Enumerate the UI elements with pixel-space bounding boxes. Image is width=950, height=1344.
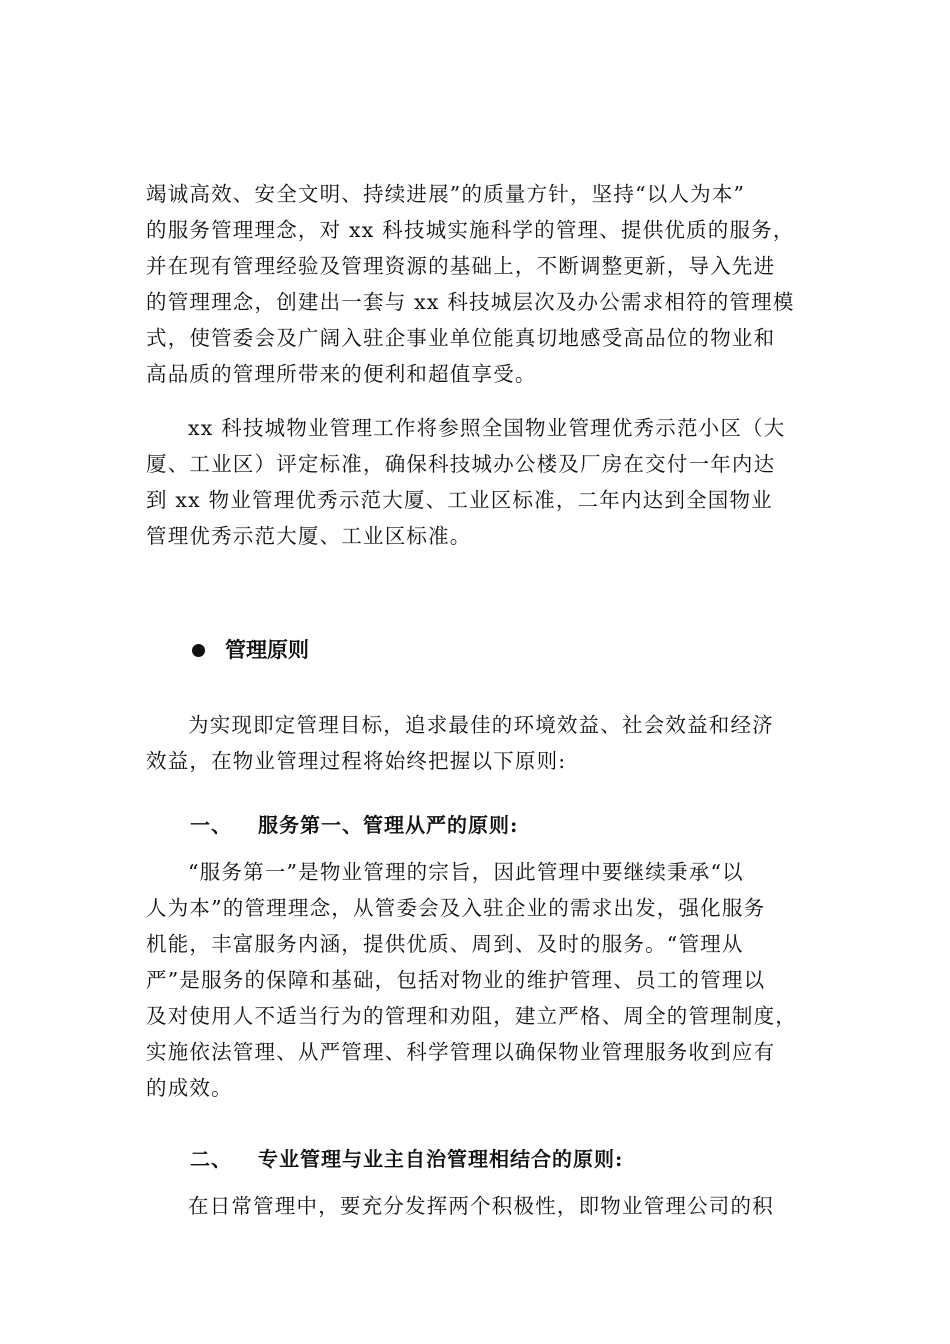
text-line: 的服务管理理念，对 xx 科技城实施科学的管理、提供优质的服务， bbox=[146, 218, 795, 242]
text-line: 高品质的管理所带来的便利和超值享受。 bbox=[146, 362, 537, 386]
text-line: 严”是服务的保障和基础，包括对物业的维护管理、员工的管理以 bbox=[146, 968, 766, 992]
paragraph-principles-intro bbox=[146, 707, 806, 779]
principle-number: 一、 bbox=[190, 813, 232, 837]
bullet-icon bbox=[192, 644, 205, 657]
text-line: 并在现有管理经验及管理资源的基础上，不断调整更新，导入先进 bbox=[146, 254, 776, 278]
text-line: 为实现即定管理目标，追求最佳的环境效益、社会效益和经济 bbox=[188, 713, 774, 737]
text-line: 到 xx 物业管理优秀示范大厦、工业区标准，二年内达到全国物业 bbox=[146, 488, 773, 512]
principle-title: 服务第一、管理从严的原则: bbox=[258, 813, 519, 837]
text-line: 厦、工业区）评定标准，确保科技城办公楼及厂房在交付一年内达 bbox=[146, 452, 776, 476]
text-line: 竭诚高效、安全文明、持续进展”的质量方针，坚持“以人为本” bbox=[146, 182, 746, 206]
text-line: 机能，丰富服务内涵，提供优质、周到、及时的服务。“管理从 bbox=[146, 932, 744, 956]
text-line: 的管理理念，创建出一套与 xx 科技城层次及办公需求相符的管理模 bbox=[146, 290, 795, 314]
principle-number: 二、 bbox=[190, 1147, 232, 1171]
paragraph-service-first bbox=[146, 854, 806, 1106]
paragraph-daily-management bbox=[146, 1188, 806, 1224]
paragraph-management-standard bbox=[146, 410, 806, 554]
principle-heading-2 bbox=[190, 1141, 623, 1177]
text-line: 的成效。 bbox=[146, 1076, 233, 1100]
text-line: 管理优秀示范大厦、工业区标准。 bbox=[146, 524, 472, 548]
text-line: 在日常管理中，要充分发挥两个积极性，即物业管理公司的积 bbox=[188, 1194, 774, 1218]
principle-title: 专业管理与业主自治管理相结合的原则: bbox=[258, 1147, 624, 1171]
text-line: 实施依法管理、从严管理、科学管理以确保物业管理服务收到应有 bbox=[146, 1040, 776, 1064]
section-title: 管理原则 bbox=[225, 638, 309, 662]
text-line: 及对使用人不适当行为的管理和劝阻，建立严格、周全的管理制度， bbox=[146, 1004, 797, 1028]
text-line: 式，使管委会及广阔入驻企事业单位能真切地感受高品位的物业和 bbox=[146, 326, 776, 350]
section-heading bbox=[192, 632, 309, 668]
text-line: “服务第一”是物业管理的宗旨，因此管理中要继续秉承“以 bbox=[188, 860, 744, 884]
paragraph-quality-policy bbox=[146, 176, 806, 392]
text-line: 效益，在物业管理过程将始终把握以下原则: bbox=[146, 749, 567, 773]
principle-heading-1 bbox=[190, 807, 518, 843]
text-line: 人为本”的管理理念，从管委会及入驻企业的需求出发，强化服务 bbox=[146, 896, 766, 920]
text-line: xx 科技城物业管理工作将参照全国物业管理优秀示范小区（大 bbox=[188, 416, 786, 440]
